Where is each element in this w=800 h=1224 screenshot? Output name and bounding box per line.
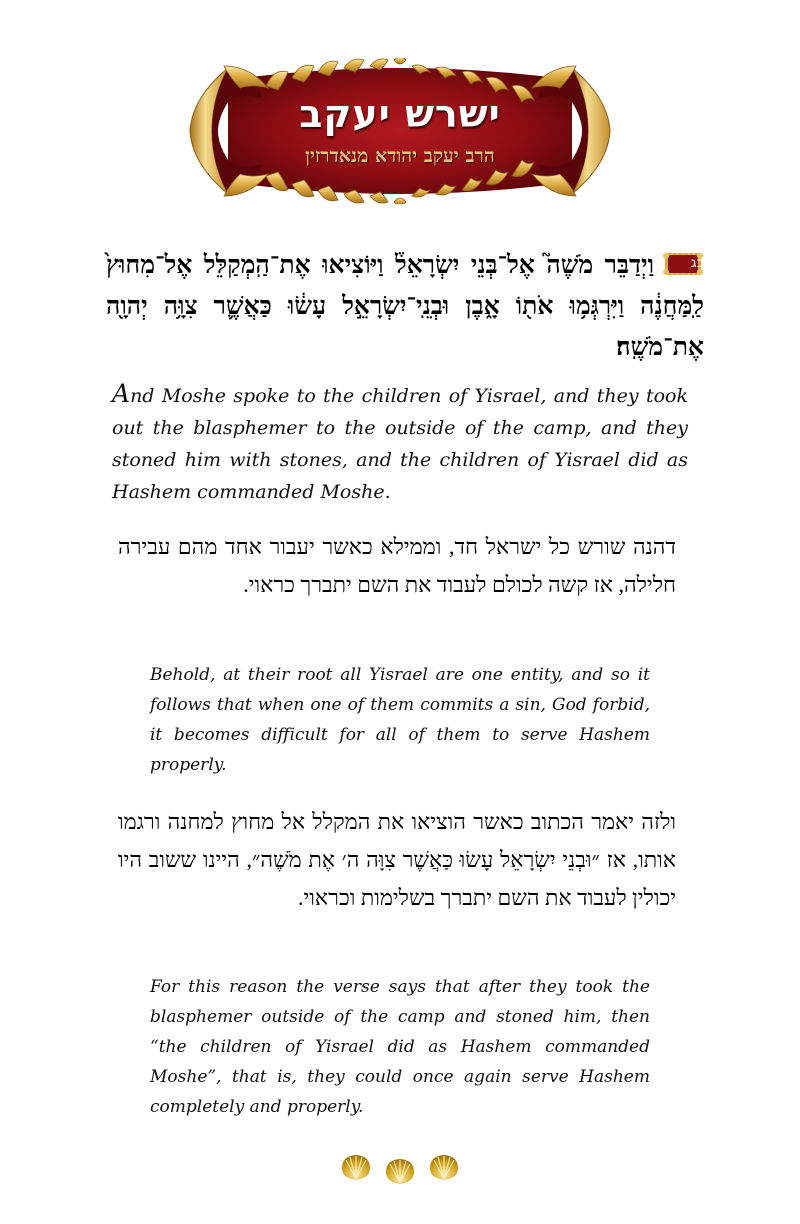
translation-text: nd Moshe spoke to the children of Yisrael, and they took out the blasphemer to the outside of the camp, and they stoned him with stones, and the children of Yisrael did as Hashem commanded Moshe. [112,385,688,503]
title-banner [188,58,612,204]
verse-translation [112,378,688,508]
commentary-english-1: Behold, at their root all Yisrael are one entity, and so it follows that when one of them commits a sin, God forbid, it becomes difficult for all of them to serve Hashem properly. [150,665,650,775]
commentary-hebrew-2: ולזה יאמר הכתוב כאשר הוציאו את המקלל אל מחוץ למחנה ורגמו אותו, אז ״וּבְנֵי יִשְׂרָאֵל עָשׂוּ כַּאֲשֶׁר צִוָּה ה׳ אֶת מֹשֶׁה״, היינו ששוב היו יכולין לעבוד את השם יתברך בשלימות וכראוי. [118,809,676,910]
verse-number: כג [690,254,704,271]
shell-icon [340,1152,372,1182]
drop-cap: A [112,379,131,408]
verse-text-block [106,244,704,367]
verse-number-badge [662,251,704,277]
shell-icon [428,1152,460,1182]
banner-author: הרב יעקב יהודא מנאדרזין [305,145,495,167]
banner-title: ישרש יעקב [299,92,501,136]
commentary-hebrew-1: דהנה שורש כל ישראל חד, וממילא כאשר יעבור אחד מהם עבירה חלילה, אז קשה לכולם לעבוד את השם יתברך כראוי. [118,534,676,597]
footer-ornament [340,1152,460,1186]
shell-icon [384,1156,416,1186]
commentary-english-2: For this reason the verse says that after they took the blasphemer outside of the camp and stoned him, then “the children of Yisrael did as Hashem commanded Moshe”, that is, they could once again serve Hashem completely and properly. [150,977,650,1117]
verse-hebrew: וַיְדַבֵּר מֹשֶׁה֮ אֶל־בְּנֵי יִשְׂרָאֵל֒ וַיּוֹצִיאוּ אֶת־הַֽמְקַלֵּל אֶל־מִחוּץ֙ לַֽמַּחֲנֶ֔ה וַיִּרְגְּמ֥וּ אֹת֖וֹ אָ֑בֶן וּבְנֵֽי־יִשְׂרָאֵ֣ל עָשׂ֔וּ כַּאֲשֶׁ֛ר צִוָּ֥ה יְהוָ֖ה אֶת־מֹשֶֽׁה׃ [106,250,704,361]
